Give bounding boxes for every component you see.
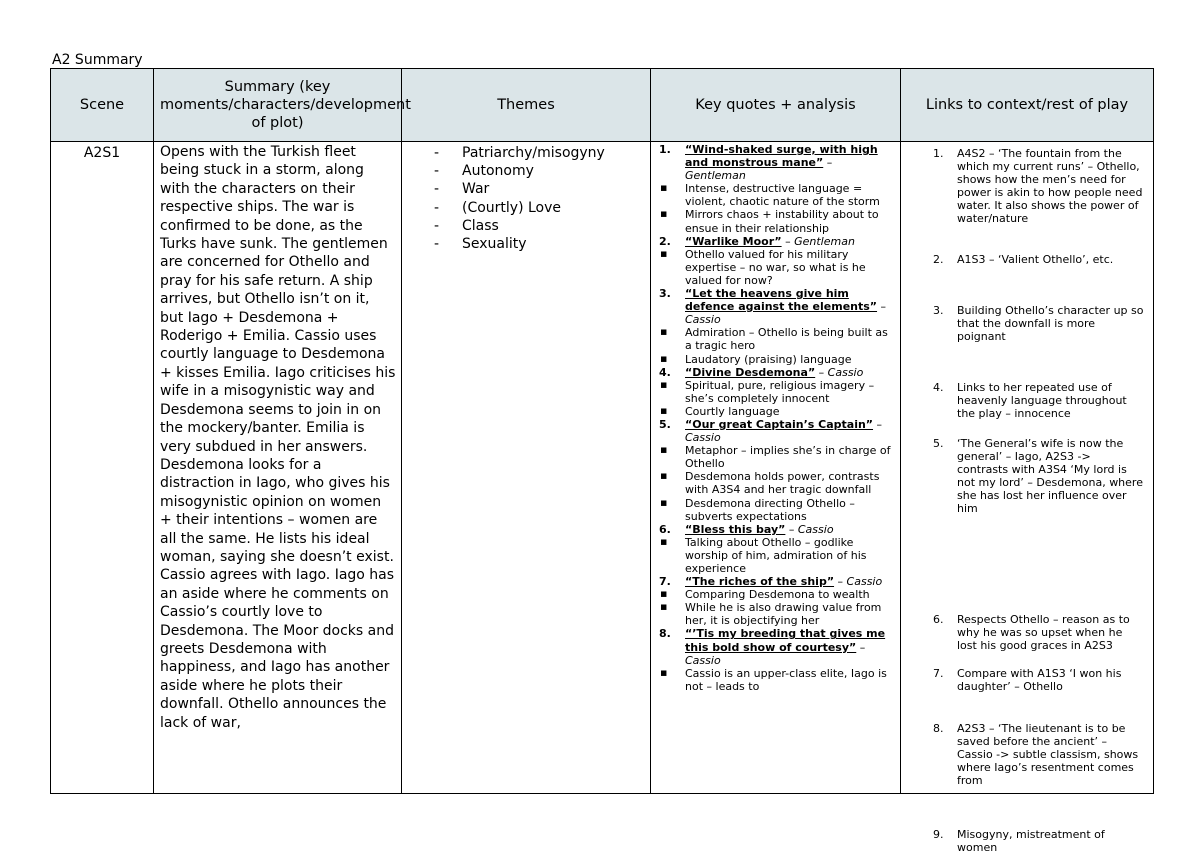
bullet-marker: ▪ [660,325,668,339]
quote-block [659,523,894,575]
link-text: A4S2 – ‘The fountain from the which my current runs’ – Othello, shows how the men’s need for power is akin to how people need water. It also shows the power of water/nature [957,147,1143,225]
theme-item [434,199,646,217]
link-number: 8. [933,722,944,735]
dash-marker: - [434,145,440,161]
quote-speaker: Cassio [827,365,864,379]
analysis-point [659,182,894,208]
analysis-text: Metaphor – implies she’s in charge of Othello [685,444,891,471]
quote-text: “Wind-shaked surge, with high and monstrous mane” [685,143,878,170]
link-number: 9. [933,828,944,841]
quote-speaker: Gentleman [794,234,855,248]
quote-block [659,575,894,627]
quote-separator: – [834,575,847,589]
link-text: A2S3 – ‘The lieutenant is to be saved before the ancient’ – Cassio -> subtle classism, shows where Iago’s resentment comes from [957,722,1139,787]
theme-item [434,180,646,198]
link-item [911,147,1145,225]
link-item [911,613,1145,652]
bullet-marker: ▪ [660,181,668,195]
analysis-point [659,536,894,575]
analysis-point [659,248,894,287]
link-text: A1S3 – ‘Valient Othello’, etc. [957,253,1114,266]
theme-label: (Courtly) Love [462,199,562,216]
bullet-marker: ▪ [660,534,668,548]
analysis-text: Spiritual, pure, religious imagery – she’s completely innocent [685,378,875,405]
analysis-point [659,601,894,627]
quote-text: “Bless this bay” [685,522,786,536]
theme-label: Patriarchy/misogyny [462,145,605,161]
quote-number: 8. [659,627,671,641]
quote-block [659,627,894,692]
analysis-point [659,470,894,496]
analysis-text: Admiration – Othello is being built as a tragic hero [685,326,888,353]
bullet-marker: ▪ [660,587,668,601]
quote-block [659,418,894,523]
quote-heading [659,523,894,536]
theme-label: Sexuality [462,236,527,253]
analysis-text: Laudatory (praising) language [685,352,852,366]
quote-heading [659,143,894,182]
link-number: 3. [933,304,944,317]
analysis-text: Intense, destructive language = violent, chaotic nature of the storm [685,182,880,209]
analysis-text: Courtly language [685,404,780,418]
link-number: 7. [933,667,944,680]
quote-text: “Let the heavens give him defence against the elements” [685,287,878,314]
theme-item [434,235,646,253]
link-number: 4. [933,381,944,394]
bullet-marker: ▪ [660,246,668,260]
scene-cell: A2S1 [51,142,154,794]
quote-separator: – [823,156,833,170]
bullet-marker: ▪ [660,403,668,417]
header-scene: Scene [51,69,154,142]
quote-number: 5. [659,417,671,431]
quote-block [659,235,894,287]
table-row [51,142,1154,794]
analysis-text: Talking about Othello – godlike worship of him, admiration of his experience [685,535,867,575]
theme-label: Autonomy [462,163,534,180]
quote-text: “’Tis my breeding that gives me this bold show of courtesy” [685,627,886,654]
quote-block [659,366,894,418]
quote-text: “Our great Captain’s Captain” [685,417,874,431]
analysis-point [659,667,894,693]
quote-text: “Divine Desdemona” [685,365,816,379]
bullet-marker: ▪ [660,665,668,679]
quote-text: “The riches of the ship” [685,575,835,589]
quote-separator: – [781,234,795,248]
theme-item [434,217,646,235]
quote-heading [659,287,894,326]
bullet-marker: ▪ [660,469,668,483]
link-item [911,304,1145,343]
quote-separator: – [877,300,887,314]
analysis-point [659,353,894,366]
analysis-text: Mirrors chaos + instability about to ensue in their relationship [685,208,879,235]
theme-label: War [462,181,490,198]
header-themes: Themes [402,69,651,142]
dash-marker: - [434,181,440,198]
link-number: 6. [933,613,944,626]
themes-list [434,144,646,253]
quote-speaker: Cassio [797,522,834,536]
analysis-point [659,444,894,470]
quote-heading [659,235,894,248]
dash-marker: - [434,217,440,234]
quote-text: “Warlike Moor” [685,234,782,248]
quote-block [659,143,894,235]
quote-heading [659,418,894,444]
quote-number: 3. [659,287,671,301]
bullet-marker: ▪ [660,207,668,221]
analysis-point [659,497,894,523]
analysis-text: Othello valued for his military expertise – no war, so what is he valued for now? [685,247,866,287]
analysis-text: Cassio is an upper-class elite, Iago is not – leads to [685,666,887,693]
bullet-marker: ▪ [660,443,668,457]
analysis-point [659,208,894,234]
quote-speaker: Cassio [685,653,721,667]
dash-marker: - [434,199,440,216]
quote-number: 4. [659,365,671,379]
link-text: Compare with A1S3 ‘I won his daughter’ – Othello [957,667,1122,693]
link-item [911,253,1145,266]
link-number: 2. [933,253,944,266]
quote-speaker: Cassio [846,575,883,589]
quote-number: 6. [659,522,671,536]
quote-heading [659,366,894,379]
header-row [51,69,1154,142]
quote-block [659,287,894,366]
header-summary: Summary (key moments/characters/development of plot) [154,69,402,142]
links-cell [901,142,1154,854]
analysis-point [659,379,894,405]
link-item [911,381,1145,420]
bullet-marker: ▪ [660,377,668,391]
link-text: Misogyny, mistreatment of women [957,828,1105,854]
bullet-marker: ▪ [660,600,668,614]
quote-number: 1. [659,143,671,156]
themes-cell [402,142,651,794]
analysis-text: Desdemona holds power, contrasts with A3S4 and her tragic downfall [685,470,880,497]
link-text: Respects Othello – reason as to why he was so upset when he lost his good graces in A2S3 [957,613,1130,652]
analysis-point [659,588,894,601]
bullet-marker: ▪ [660,351,668,365]
header-quotes: Key quotes + analysis [651,69,901,142]
quote-heading [659,575,894,588]
link-text: ‘The General’s wife is now the general’ – Iago, A2S3 -> contrasts with A3S4 ‘My lord is not my lord’ – Desdemona, where she has lost her influence over him [957,437,1143,515]
theme-label: Class [462,217,499,234]
link-number: 5. [933,437,944,450]
header-links: Links to context/rest of play [901,69,1154,142]
link-text: Building Othello’s character up so that the downfall is more poignant [957,304,1144,343]
analysis-text: While he is also drawing value from her, it is objectifying her [685,601,882,628]
quote-speaker: Cassio [685,313,721,327]
analysis-point [659,405,894,418]
quote-separator: – [856,640,866,654]
link-item [911,828,1145,854]
link-text: Links to her repeated use of heavenly language throughout the play – innocence [957,381,1127,420]
theme-item [434,144,646,162]
analysis-text: Comparing Desdemona to wealth [685,588,870,602]
link-item [911,667,1145,693]
analysis-text: Desdemona directing Othello – subverts expectations [685,496,855,523]
quote-number: 2. [659,234,671,248]
quote-speaker: Cassio [685,431,721,445]
quote-separator: – [873,417,883,431]
quote-speaker: Gentleman [685,169,746,183]
summary-table [50,68,1154,854]
analysis-point [659,326,894,352]
summary-cell: Opens with the Turkish fleet being stuck in a storm, along with the characters on their respective ships. The war is confirmed to be done, as the Turks have sunk. The gentlemen are concerned for Othello and pray for his safe return. A ship arrives, but Othello isn’t on it, but Iago + Desdemona + Roderigo + Emilia. Cassio uses courtly language to Desdemona + kisses Emilia. Iago criticises his wife in a misogynistic way and Desdemona seems to join in on the mockery/banter. Emilia is very subdued in her answers. Desdemona looks for a distraction in Iago, who gives his misogynistic opinion on women + their intentions – women are all the same. He lists his ideal woman, saying she doesn’t exist. Cassio agrees with Iago. Iago has an aside where he comments on Cassio’s courtly love to Desdemona. The Moor docks and greets Desdemona with happiness, and Iago has another aside where he plots their downfall. Othello announces the lack of war, [154,142,402,794]
quote-heading [659,627,894,666]
link-item [911,437,1145,515]
document-title: A2 Summary [52,52,143,68]
quote-separator: – [815,365,828,379]
quote-number: 7. [659,575,671,589]
quotes-cell [651,142,901,794]
quote-separator: – [785,522,798,536]
bullet-marker: ▪ [660,495,668,509]
theme-item [434,162,646,180]
link-item [911,722,1145,787]
dash-marker: - [434,236,440,253]
link-number: 1. [933,147,944,160]
dash-marker: - [434,163,440,180]
